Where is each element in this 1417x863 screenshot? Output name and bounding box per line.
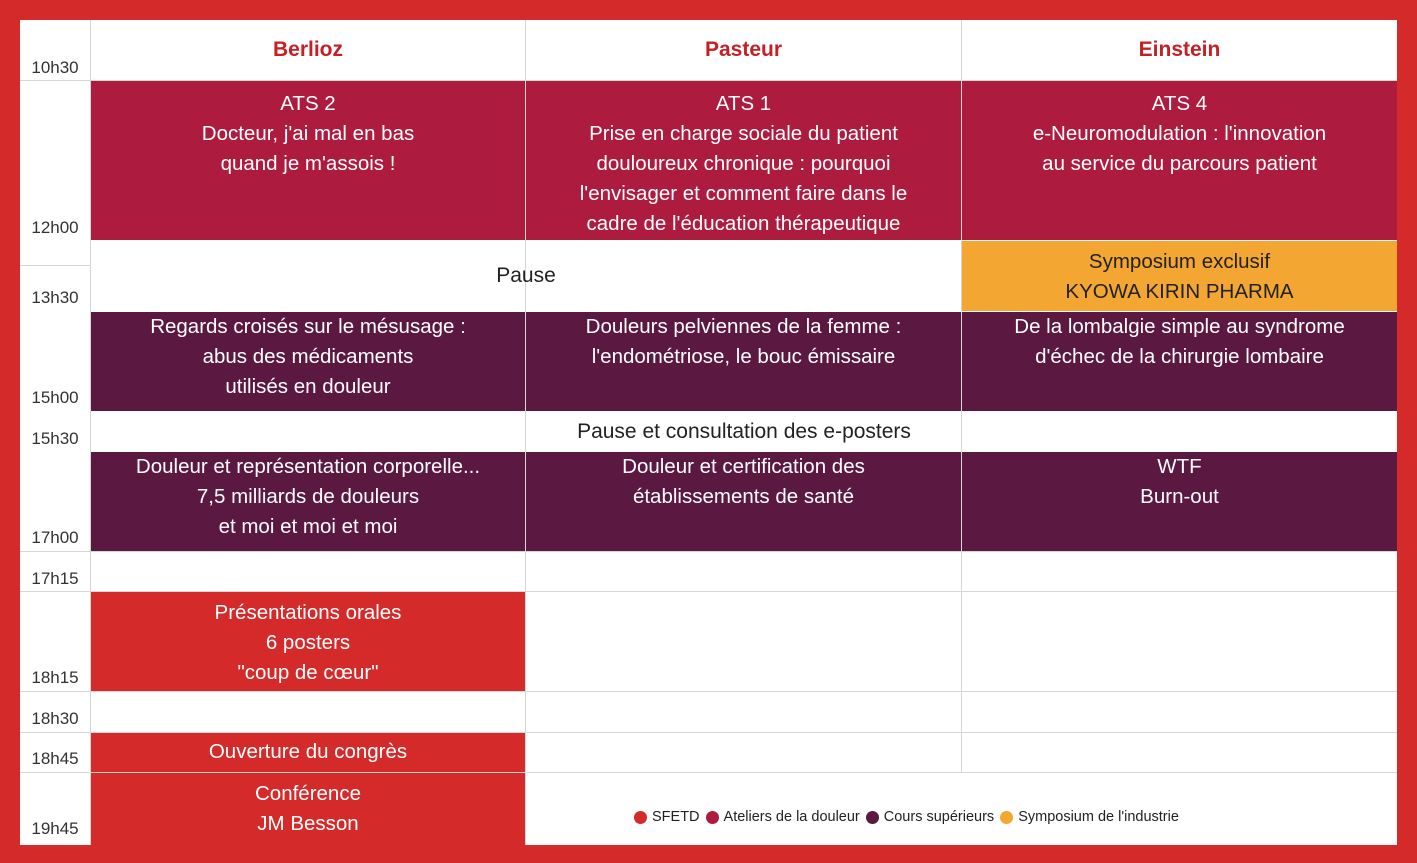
legend-item-cours — [860, 809, 994, 825]
session-line: l'envisager et comment faire dans le — [579, 182, 908, 205]
session-line: Conférence — [255, 782, 361, 805]
session-line: établissements de santé — [632, 485, 855, 508]
session-line: Docteur, j'ai mal en bas — [201, 122, 415, 145]
time-label: 17h15 — [31, 569, 79, 588]
session-line: quand je m'assois ! — [220, 152, 396, 175]
session-line: Ouverture du congrès — [208, 740, 408, 763]
program-grid — [20, 20, 1397, 845]
time-label: 13h30 — [31, 288, 79, 307]
session-regards-croises[interactable] — [91, 312, 525, 411]
session-line: KYOWA KIRIN PHARMA — [1065, 280, 1294, 303]
session-line: d'échec de la chirurgie lombaire — [1035, 345, 1324, 368]
grid-line — [20, 551, 1397, 552]
session-ats4[interactable] — [962, 81, 1397, 240]
session-ats1[interactable] — [526, 81, 961, 240]
session-presentations-orales[interactable] — [91, 592, 525, 691]
session-line: Douleurs pelviennes de la femme : — [585, 315, 902, 338]
session-line: WTF — [1157, 455, 1202, 478]
grid-line — [20, 691, 1397, 692]
pause-label: Pause — [496, 264, 556, 287]
session-line: abus des médicaments — [202, 345, 414, 368]
session-line: Douleur et représentation corporelle... — [135, 455, 481, 478]
legend — [628, 809, 1179, 825]
time-label: 19h45 — [31, 819, 79, 838]
session-line: cadre de l'éducation thérapeutique — [586, 212, 901, 235]
session-wtf[interactable] — [962, 452, 1397, 551]
time-label: 18h15 — [31, 668, 79, 687]
circle-icon — [1000, 811, 1013, 824]
session-line: e-Neuromodulation : l'innovation — [1032, 122, 1327, 145]
legend-item-symposium — [994, 809, 1179, 825]
session-line: "coup de cœur" — [237, 661, 379, 684]
session-line: l'endométriose, le bouc émissaire — [591, 345, 896, 368]
session-line: Symposium exclusif — [1088, 250, 1271, 273]
legend-label: Cours supérieurs — [883, 809, 995, 825]
circle-icon — [706, 811, 719, 824]
legend-label: Symposium de l'industrie — [1018, 809, 1179, 825]
session-line: utilisés en douleur — [225, 375, 391, 398]
session-conference[interactable] — [91, 773, 525, 845]
session-line: Regards croisés sur le mésusage : — [150, 315, 466, 338]
session-line: JM Besson — [257, 812, 359, 835]
session-line: De la lombalgie simple au syndrome — [1014, 315, 1345, 338]
circle-icon — [866, 811, 879, 824]
legend-item-sfetd — [628, 809, 700, 825]
time-label: 15h00 — [31, 388, 79, 407]
session-ouverture[interactable] — [91, 733, 525, 772]
room-header-einstein: Einstein — [1138, 38, 1221, 61]
legend-label: SFETD — [652, 809, 700, 825]
session-line: ATS 1 — [715, 92, 772, 115]
session-line: 6 posters — [265, 631, 351, 654]
session-line: ATS 2 — [280, 92, 336, 115]
time-label: 18h45 — [31, 749, 79, 768]
session-line: ATS 4 — [1151, 92, 1208, 115]
room-header-berlioz: Berlioz — [272, 38, 343, 61]
session-line: et moi et moi et moi — [218, 515, 398, 538]
session-line: Présentations orales — [214, 601, 402, 624]
room-header-pasteur: Pasteur — [704, 38, 783, 61]
time-label: 10h30 — [31, 58, 79, 77]
session-line: au service du parcours patient — [1042, 152, 1317, 175]
legend-item-ateliers — [700, 809, 860, 825]
session-symposium[interactable] — [962, 241, 1397, 311]
time-label: 18h30 — [31, 709, 79, 728]
circle-icon — [634, 811, 647, 824]
session-ats2[interactable] — [91, 81, 525, 240]
grid-line — [20, 265, 90, 266]
session-certification[interactable] — [526, 452, 961, 551]
session-line: Burn-out — [1140, 485, 1219, 508]
legend-label: Ateliers de la douleur — [723, 809, 860, 825]
session-lombalgie[interactable] — [962, 312, 1397, 411]
session-line: Prise en charge sociale du patient — [589, 122, 898, 145]
time-label: 12h00 — [31, 218, 79, 237]
session-line: douloureux chronique : pourquoi — [596, 152, 891, 175]
session-line: Douleur et certification des — [622, 455, 865, 478]
pause-posters-label: Pause et consultation des e-posters — [577, 420, 911, 443]
time-label: 15h30 — [31, 429, 79, 448]
session-douleurs-pelviennes[interactable] — [526, 312, 961, 411]
time-label: 17h00 — [31, 528, 79, 547]
session-line: 7,5 milliards de douleurs — [196, 485, 420, 508]
session-representation-corporelle[interactable] — [91, 452, 525, 551]
